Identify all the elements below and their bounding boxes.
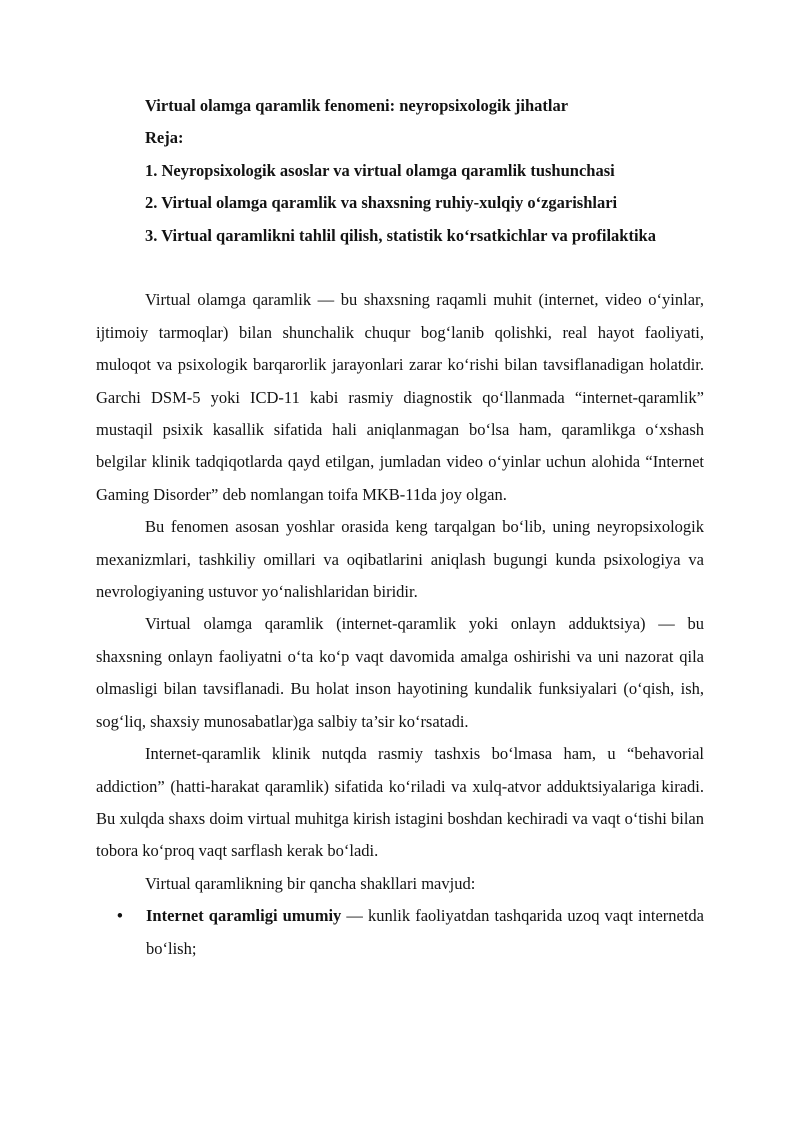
paragraph-behavioral-addiction: Internet-qaramlik klinik nutqda rasmiy tashxis bo‘lmasa ham, u “behavorial addiction” (hatti-harakat qaramlik) sifatida ko‘riladi va xulq-atvor adduktsiyalariga kiradi. Bu xulqda shaxs doim virtual muhitga kirish istagini boshdan kechiradi va vaqt o‘tishi bilan tobora ko‘proq vaqt sarflash kerak bo‘ladi. (96, 744, 704, 861)
paragraph-online-addiction: Virtual olamga qaramlik (internet-qaramlik yoki onlayn adduktsiya) — bu shaxsning onlayn faoliyatni o‘ta ko‘p vaqt davomida amalga oshirishi va uni nazorat qila olmasligi bilan tavsiflanadi. Bu holat inson hayotining kundalik funksiyalari (o‘qish, ish, sog‘liq, shaxsiy munosabatlar)ga salbiy ta’sir ko‘rsatadi. (96, 614, 704, 731)
paragraph-phenomenon: Bu fenomen asosan yoshlar orasida keng tarqalgan bo‘lib, uning neyropsixologik mexanizmlari, tashkiliy omillari va oqibatlarini aniqlash bugungi kunda psixologiya va nevrologiyaning ustuvor yo‘nalishlaridan biridir. (96, 517, 704, 602)
list-item-internet-addiction (96, 900, 704, 965)
document-title: Virtual olamga qaramlik fenomeni: neyropsixologik jihatlar (145, 96, 569, 115)
paragraph-forms-intro: Virtual qaramlikning bir qancha shakllari mavjud: (145, 873, 476, 893)
outline-item-3: 3. Virtual qaramlikni tahlil qilish, statistik ko‘rsatkichlar va profilaktika (145, 225, 656, 245)
paragraph-definition: Virtual olamga qaramlik — bu shaxsning raqamli muhit (internet, video o‘yinlar, ijtimoiy tarmoqlar) bilan shunchalik chuqur bog‘lanib qolishki, real hayot faoliyati, muloqot va psixologik barqarorlik jarayonlari zarar ko‘rishi bilan tavsiflanadigan holatdir. Garchi DSM-5 yoki ICD-11 kabi rasmiy diagnostik qo‘llanmada “internet-qaramlik” mustaqil psixik kasallik sifatida hali aniqlanmagan bo‘lsa ham, qaramlikga o‘xshash belgilar klinik tadqiqotlarda qayd etilgan, jumladan video o‘yinlar uchun alohida “Internet Gaming Disorder” deb nomlangan toifa MKB-11da joy olgan. (96, 290, 704, 504)
list-item-lead: Internet qaramligi umumiy (146, 906, 342, 926)
outline-item-1: 1. Neyropsixologik asoslar va virtual olamga qaramlik tushunchasi (145, 160, 615, 180)
addiction-forms-list (96, 900, 704, 965)
outline-item-2: 2. Virtual olamga qaramlik va shaxsning ruhiy-xulqiy o‘zgarishlari (145, 193, 618, 213)
list-item-text (146, 906, 704, 957)
list-item-rest: — kunlik faoliyatdan tashqarida uzoq vaqt internetda bo‘lish; (146, 906, 704, 958)
bullet-icon: • (117, 906, 123, 926)
plan-label: Reja: (145, 128, 184, 148)
